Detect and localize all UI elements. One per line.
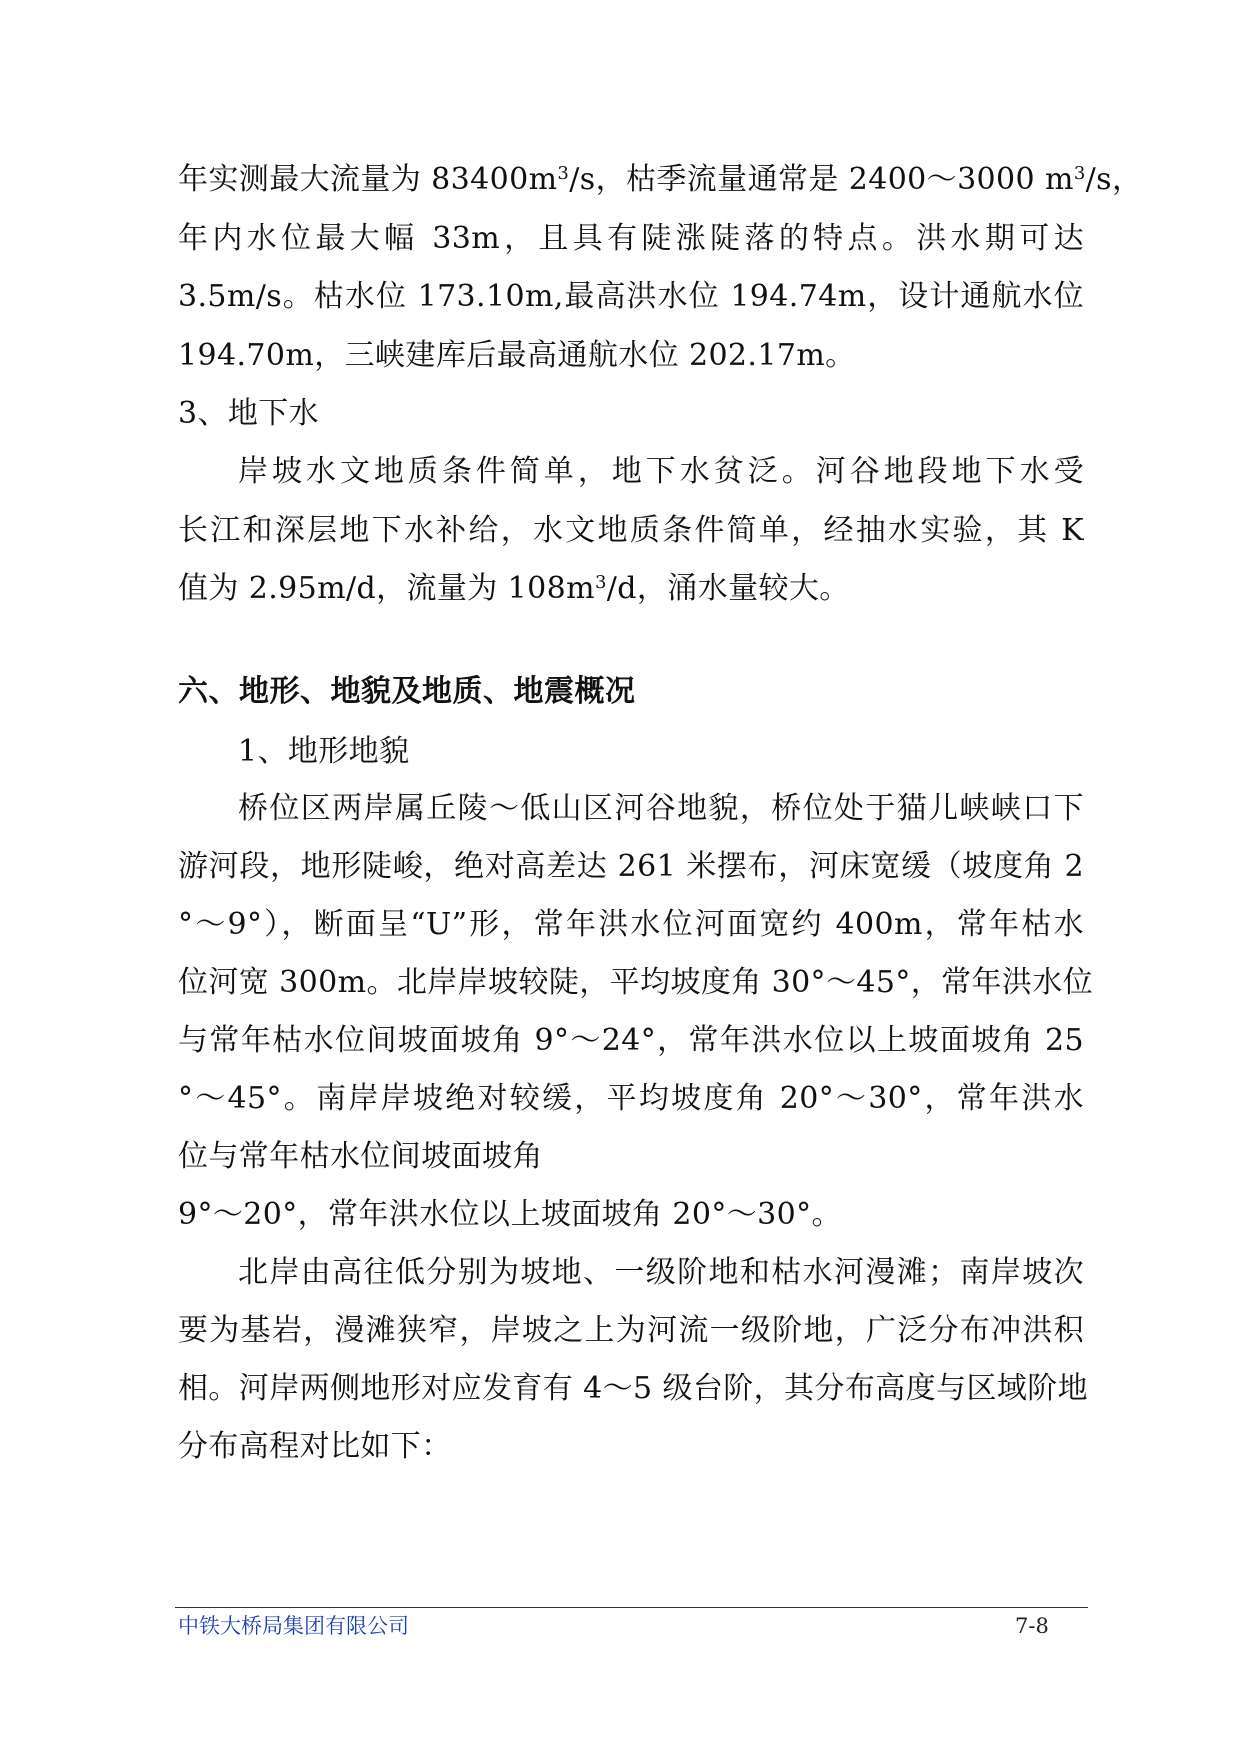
footer-page-number: 7-8 [1015,1614,1049,1638]
paragraph-line: 长江和深层地下水补给，水文地质条件简单，经抽水实验，其 K [178,513,1084,548]
paragraph-line: 游河段，地形陡峻，绝对高差达 261 米摆布，河床宽缓（坡度角 2 [178,849,1084,884]
paragraph-line: 岸坡水文地质条件简单，地下水贫泛。河谷地段地下水受 [238,454,1084,489]
section-title: 3、地下水 [178,396,320,431]
subsection-title: 1、地形地貌 [238,734,410,769]
paragraph-line: 年内水位最大幅 33m，且具有陡涨陡落的特点。洪水期可达 [178,221,1084,256]
footer-divider [175,1607,1088,1608]
paragraph-line: 194.70m，三峡建库后最高通航水位 202.17m。 [178,338,856,373]
paragraph-line: 年实测最大流量为 $83400m^3/s$，枯季流量通常是 2400～3000 $m^3/s$， [178,162,1143,197]
paragraph-line: 位与常年枯水位间坡面坡角 [178,1139,543,1174]
paragraph-line: 值为 2.95m/d，流量为 $108m^3/d$，涌水量较大。 [178,571,850,606]
paragraph-line: 分布高程对比如下： [178,1429,452,1464]
paragraph-line: 桥位区两岸属丘陵～低山区河谷地貌，桥位处于猫儿峡峡口下 [238,791,1084,826]
footer-company-name: 中铁大桥局集团有限公司 [178,1614,409,1638]
paragraph-line: 9°～20°，常年洪水位以上坡面坡角 20°～30°。 [178,1197,842,1232]
paragraph-line: 北岸由高往低分别为坡地、一级阶地和枯水河漫滩；南岸坡次 [238,1255,1084,1290]
chapter-heading: 六、地形、地貌及地质、地震概况 [178,674,636,709]
paragraph-line: 与常年枯水位间坡面坡角 9°～24°，常年洪水位以上坡面坡角 25 [178,1023,1084,1058]
paragraph-line: 3.5m/s。枯水位 173.10m,最高洪水位 194.74m，设计通航水位 [178,279,1084,314]
paragraph-line: 要为基岩，漫滩狭窄，岸坡之上为河流一级阶地，广泛分布冲洪积 [178,1313,1084,1348]
paragraph-line: 相。河岸两侧地形对应发育有 4～5 级台阶，其分布高度与区域阶地 [178,1371,1089,1406]
paragraph-line: 位河宽 300m。北岸岸坡较陡，平均坡度角 30°～45°，常年洪水位 [178,965,1094,1000]
paragraph-line: °～45°。南岸岸坡绝对较缓，平均坡度角 20°～30°，常年洪水 [178,1081,1084,1116]
paragraph-line: °～9°），断面呈“U”形，常年洪水位河面宽约 400m，常年枯水 [178,907,1084,942]
